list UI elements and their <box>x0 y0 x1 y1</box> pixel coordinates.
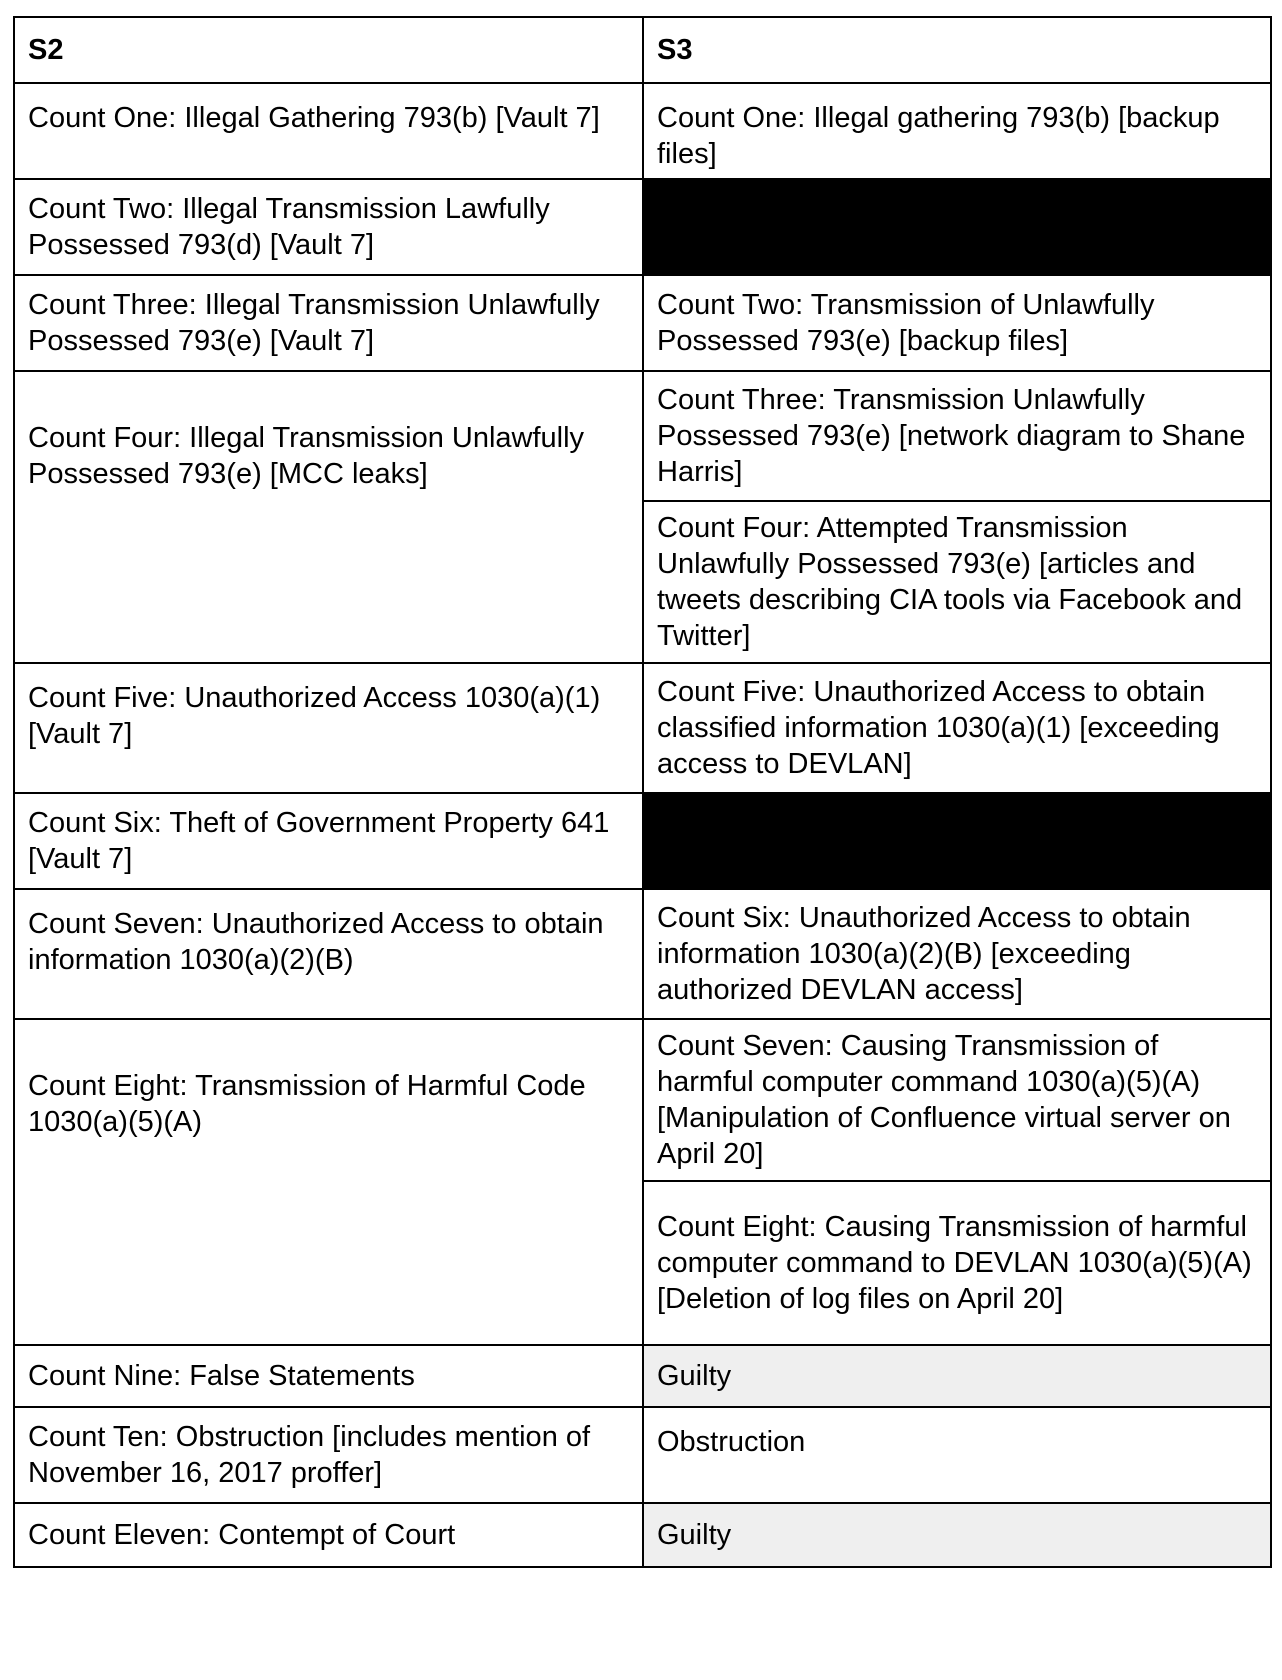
s2-cell-text: Count Nine: False Statements <box>28 1360 415 1392</box>
s2-cell-text: Count Ten: Obstruction [includes mention of November 16, 2017 proffer] <box>28 1421 591 1489</box>
s3-cell <box>643 889 1271 1019</box>
table-row <box>14 793 1271 889</box>
s3-cell-text: Count Five: Unauthorized Access to obtain classified information 1030(a)(1) [exceeding access to DEVLAN] <box>657 676 1220 780</box>
table-row <box>14 83 1271 179</box>
s3-cell-text: Count Eight: Causing Transmission of harmful computer command to DEVLAN 1030(a)(5)(A) [Deletion of log files on April 20] <box>657 1211 1252 1315</box>
s2-cell <box>14 275 643 371</box>
verdict-cell <box>643 1503 1271 1567</box>
s2-cell-text: Count Two: Illegal Transmission Lawfully Possessed 793(d) [Vault 7] <box>28 193 550 261</box>
header-row <box>14 17 1271 83</box>
table-row <box>14 889 1271 1019</box>
s3-cell-text: Guilty <box>657 1519 732 1551</box>
table-row <box>14 1345 1271 1407</box>
s2-cell-text: Count Six: Theft of Government Property 641 [Vault 7] <box>28 807 610 875</box>
s3-cell-text: Count Three: Transmission Unlawfully Possessed 793(e) [network diagram to Shane Harris] <box>657 384 1246 488</box>
s3-cell-text: Count Seven: Causing Transmission of harmful computer command 1030(a)(5)(A) [Manipulation of Confluence virtual server on April 20] <box>657 1030 1231 1170</box>
header-s3: S3 <box>643 17 1271 83</box>
s3-cell <box>643 663 1271 793</box>
s2-cell-text: Count Four: Illegal Transmission Unlawfully Possessed 793(e) [MCC leaks] <box>28 422 585 490</box>
s3-cell-text: Count Two: Transmission of Unlawfully Possessed 793(e) [backup files] <box>657 289 1155 357</box>
s2-cell-text: Count Five: Unauthorized Access 1030(a)(1) [Vault 7] <box>28 682 601 750</box>
s3-cell <box>643 83 1271 179</box>
s2-cell <box>14 1345 643 1407</box>
s3-cell-text: Count Four: Attempted Transmission Unlawfully Possessed 793(e) [articles and tweets describing CIA tools via Facebook and Twitter] <box>657 512 1243 652</box>
s2-cell <box>14 889 643 1019</box>
counts-comparison-table <box>13 16 1272 1568</box>
header-s2: S2 <box>14 17 643 83</box>
table-row <box>14 663 1271 793</box>
s2-cell <box>14 663 643 793</box>
s2-cell <box>14 1019 643 1345</box>
s2-cell <box>14 371 643 663</box>
s3-cell-text: Count One: Illegal gathering 793(b) [backup files] <box>657 102 1220 170</box>
s2-cell-text: Count Eleven: Contempt of Court <box>28 1519 456 1551</box>
s3-cell <box>643 1181 1271 1345</box>
s2-cell-text: Count Seven: Unauthorized Access to obtain information 1030(a)(2)(B) <box>28 908 604 976</box>
s2-cell-text: Count Three: Illegal Transmission Unlawfully Possessed 793(e) [Vault 7] <box>28 289 600 357</box>
s3-cell-text: Obstruction <box>657 1426 806 1458</box>
s2-cell-text: Count One: Illegal Gathering 793(b) [Vault 7] <box>28 102 600 134</box>
s3-cell <box>643 501 1271 663</box>
table-row <box>14 371 1271 501</box>
table-row <box>14 275 1271 371</box>
s3-cell <box>643 371 1271 501</box>
table-row <box>14 1407 1271 1503</box>
s3-cell <box>643 275 1271 371</box>
s3-cell <box>643 1019 1271 1181</box>
s3-cell-text: Guilty <box>657 1360 732 1392</box>
s2-cell <box>14 1503 643 1567</box>
s2-cell-text: Count Eight: Transmission of Harmful Code 1030(a)(5)(A) <box>28 1070 586 1138</box>
s2-cell <box>14 793 643 889</box>
s2-cell <box>14 179 643 275</box>
table-row <box>14 179 1271 275</box>
s2-cell <box>14 83 643 179</box>
redacted-cell <box>643 793 1271 889</box>
s3-cell-text: Count Six: Unauthorized Access to obtain information 1030(a)(2)(B) [exceeding authorized DEVLAN access] <box>657 902 1191 1006</box>
table-row <box>14 1503 1271 1567</box>
table-row <box>14 1019 1271 1181</box>
s2-cell <box>14 1407 643 1503</box>
s3-cell <box>643 1407 1271 1503</box>
verdict-cell <box>643 1345 1271 1407</box>
redacted-cell <box>643 179 1271 275</box>
